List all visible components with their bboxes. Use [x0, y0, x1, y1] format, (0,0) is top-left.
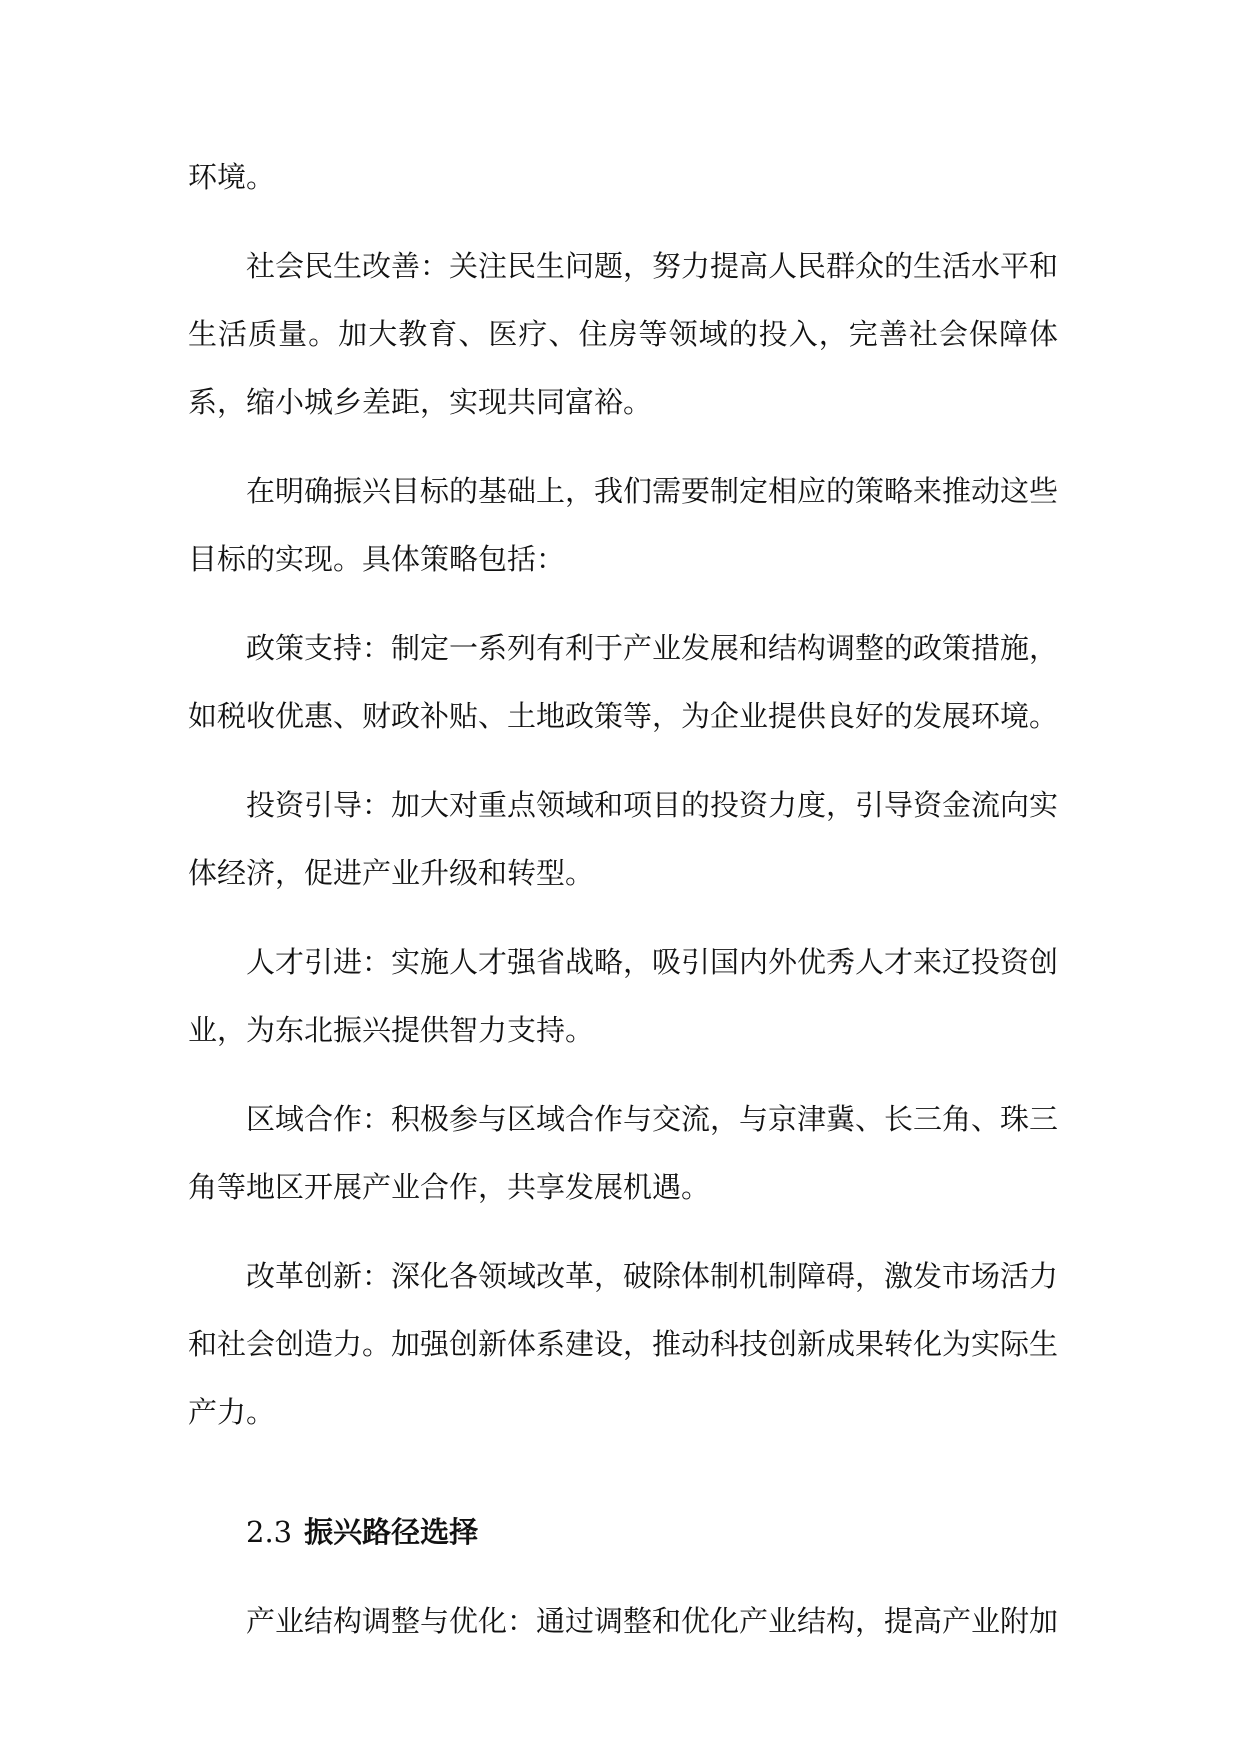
paragraph-policy-support: 政策支持：制定一系列有利于产业发展和结构调整的政策措施，如税收优惠、财政补贴、土地政策等，为企业提供良好的发展环境。	[188, 631, 1059, 733]
paragraph-industrial-structure: 产业结构调整与优化：通过调整和优化产业结构，提高产业附加	[246, 1604, 1059, 1638]
paragraph-continuation: 环境。	[188, 160, 276, 194]
paragraph-strategy-intro: 在明确振兴目标的基础上，我们需要制定相应的策略来推动这些目标的实现。具体策略包括：	[188, 474, 1059, 576]
paragraph-investment-guidance: 投资引导：加大对重点领域和项目的投资力度，引导资金流向实体经济，促进产业升级和转型。	[188, 788, 1059, 890]
paragraph-reform-innovation: 改革创新：深化各领域改革，破除体制机制障碍，激发市场活力和社会创造力。加强创新体系建设，推动科技创新成果转化为实际生产力。	[188, 1259, 1059, 1429]
section-number: 2.3	[246, 1515, 293, 1549]
section-title: 振兴路径选择	[304, 1515, 479, 1549]
document-body	[188, 143, 1058, 1676]
paragraph-social-livelihood: 社会民生改善：关注民生问题，努力提高人民群众的生活水平和生活质量。加大教育、医疗、住房等领域的投入，完善社会保障体系，缩小城乡差距，实现共同富裕。	[188, 249, 1059, 419]
section-heading	[188, 1497, 1058, 1567]
paragraph-talent-introduction: 人才引进：实施人才强省战略，吸引国内外优秀人才来辽投资创业，为东北振兴提供智力支持。	[188, 945, 1059, 1047]
paragraph-regional-cooperation: 区域合作：积极参与区域合作与交流，与京津冀、长三角、珠三角等地区开展产业合作，共享发展机遇。	[188, 1102, 1059, 1204]
